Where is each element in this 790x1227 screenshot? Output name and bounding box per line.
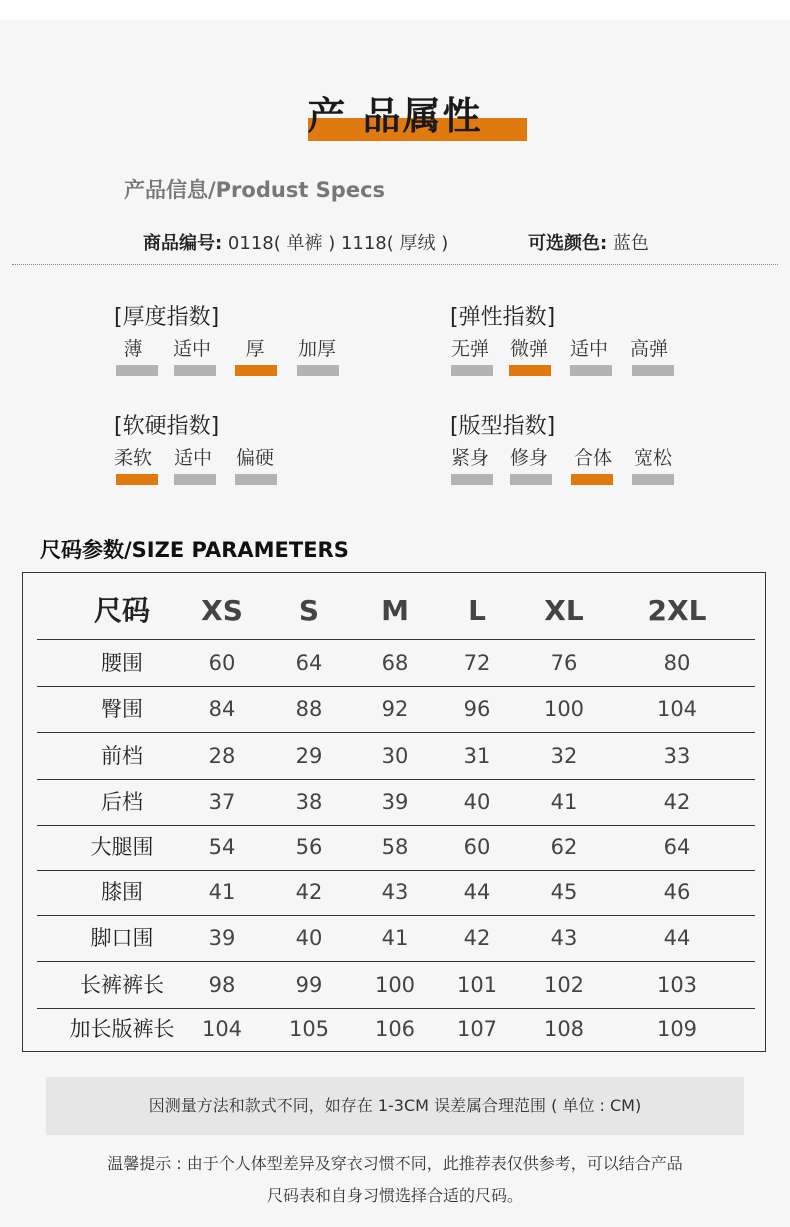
value-cell: 44	[463, 880, 491, 904]
tip-line-2: 尺码表和自身习惯选择合适的尺码。	[266, 1186, 523, 1205]
softness-index-title: [软硬指数]	[114, 414, 220, 439]
value-cell: 106	[374, 1017, 416, 1041]
value-cell: 64	[295, 651, 323, 675]
value-cell: 42	[463, 926, 491, 950]
value-cell: 41	[550, 790, 578, 814]
value-cell: 100	[374, 973, 416, 997]
elasticity-option-bar	[451, 365, 493, 376]
table-row	[37, 1007, 755, 1052]
row-label-cell: 膝围	[101, 880, 143, 904]
value-cell: 107	[456, 1017, 498, 1041]
value-cell: 42	[295, 880, 323, 904]
fit-option-bar	[451, 474, 493, 485]
value-cell: 100	[543, 697, 585, 721]
row-label-cell: 腰围	[101, 651, 143, 675]
header-size-cell: M	[381, 594, 409, 627]
value-cell: 44	[663, 926, 691, 950]
measurement-note-text: 因测量方法和款式不同，如存在 1-3CM 误差属合理范围 ( 单位 : CM)	[148, 1096, 642, 1115]
elasticity-option-bar	[632, 365, 674, 376]
fit-option-bar-selected	[571, 474, 613, 485]
tip-line-1: 温馨提示 : 由于个人体型差异及穿衣习惯不同，此推荐表仅供参考，可以结合产品	[107, 1154, 683, 1173]
value-cell: 99	[295, 973, 323, 997]
value-cell: 54	[208, 835, 236, 859]
header-size-cell: L	[468, 594, 486, 627]
value-cell: 64	[663, 835, 691, 859]
fit-option-label: 宽松	[633, 447, 672, 469]
value-cell: 43	[381, 880, 409, 904]
fit-option-bar	[632, 474, 674, 485]
value-cell: 37	[208, 790, 236, 814]
row-label-cell: 大腿围	[90, 835, 154, 859]
value-cell: 72	[463, 651, 491, 675]
value-cell: 30	[381, 744, 409, 768]
value-cell: 101	[456, 973, 498, 997]
value-cell: 32	[550, 744, 578, 768]
value-cell: 56	[295, 835, 323, 859]
value-cell: 31	[463, 744, 491, 768]
elasticity-index-title: [弹性指数]	[450, 305, 556, 330]
product-code	[143, 229, 448, 255]
value-cell: 108	[543, 1017, 585, 1041]
product-color-label: 可选颜色:	[528, 233, 608, 254]
table-row	[37, 870, 755, 916]
elasticity-option-label: 无弹	[450, 338, 489, 360]
size-table-header	[37, 583, 755, 640]
value-cell: 39	[208, 926, 236, 950]
product-code-label: 商品编号:	[143, 233, 223, 254]
value-cell: 41	[208, 880, 236, 904]
table-row	[37, 916, 755, 962]
thickness-option-label: 薄	[123, 338, 143, 360]
value-cell: 29	[295, 744, 323, 768]
elasticity-option-label: 适中	[569, 338, 608, 360]
value-cell: 102	[543, 973, 585, 997]
product-code-value: 0118( 单裤 ) 1118( 厚绒 )	[222, 233, 449, 254]
softness-option-bar	[174, 474, 216, 485]
value-cell: 38	[295, 790, 323, 814]
header-size-label: 尺码	[93, 594, 150, 627]
thickness-option-bar	[116, 365, 158, 376]
row-label-cell: 后档	[101, 790, 143, 814]
softness-option-label: 偏硬	[235, 447, 274, 469]
value-cell: 88	[295, 697, 323, 721]
thickness-option-bar-selected	[235, 365, 277, 376]
value-cell: 84	[208, 697, 236, 721]
row-label-cell: 前档	[101, 744, 143, 768]
value-cell: 60	[463, 835, 491, 859]
value-cell: 109	[656, 1017, 698, 1041]
measurement-note	[46, 1077, 744, 1135]
header-size-cell: XS	[201, 594, 243, 627]
value-cell: 28	[208, 744, 236, 768]
thickness-option-label: 加厚	[297, 338, 336, 360]
value-cell: 92	[381, 697, 409, 721]
thickness-option-bar	[174, 365, 216, 376]
fit-option-bar	[510, 474, 552, 485]
value-cell: 105	[288, 1017, 330, 1041]
thickness-option-label: 适中	[172, 338, 211, 360]
value-cell: 39	[381, 790, 409, 814]
value-cell: 104	[656, 697, 698, 721]
value-cell: 60	[208, 651, 236, 675]
value-cell: 40	[463, 790, 491, 814]
product-info-subtitle: 产品信息/Produst Specs	[124, 178, 386, 202]
size-heading: 尺码参数/SIZE PARAMETERS	[40, 538, 349, 562]
value-cell: 80	[663, 651, 691, 675]
fit-option-label: 合体	[573, 447, 612, 469]
fit-option-label: 紧身	[450, 447, 489, 469]
value-cell: 103	[656, 973, 698, 997]
value-cell: 58	[381, 835, 409, 859]
elasticity-option-label: 高弹	[629, 338, 668, 360]
softness-option-bar-selected	[116, 474, 158, 485]
value-cell: 76	[550, 651, 578, 675]
value-cell: 41	[381, 926, 409, 950]
row-label-cell: 长裤裤长	[80, 973, 164, 997]
table-row	[37, 825, 755, 871]
row-label-cell: 脚口围	[90, 926, 154, 950]
elasticity-option-bar-selected	[509, 365, 551, 376]
elasticity-option-label: 微弹	[509, 338, 548, 360]
header-size-cell: XL	[544, 594, 584, 627]
size-table	[22, 572, 766, 1052]
softness-option-bar	[235, 474, 277, 485]
table-row	[37, 780, 755, 826]
fit-option-label: 修身	[509, 447, 548, 469]
value-cell: 98	[208, 973, 236, 997]
value-cell: 62	[550, 835, 578, 859]
value-cell: 43	[550, 926, 578, 950]
page-title: 产 品属性	[307, 94, 483, 138]
softness-option-label: 适中	[173, 447, 212, 469]
value-cell: 68	[381, 651, 409, 675]
table-row	[37, 687, 755, 733]
value-cell: 33	[663, 744, 691, 768]
section-title	[0, 92, 790, 144]
row-label-cell: 加长版裤长	[69, 1017, 175, 1041]
thickness-index-title: [厚度指数]	[114, 305, 220, 330]
top-strip	[0, 0, 790, 20]
product-color	[528, 229, 649, 255]
value-cell: 104	[201, 1017, 243, 1041]
value-cell: 42	[663, 790, 691, 814]
value-cell: 40	[295, 926, 323, 950]
header-size-cell: 2XL	[647, 594, 707, 627]
row-label-cell: 臀围	[101, 697, 143, 721]
fit-index-title: [版型指数]	[450, 414, 556, 439]
header-size-cell: S	[298, 594, 320, 627]
value-cell: 45	[550, 880, 578, 904]
value-cell: 96	[463, 697, 491, 721]
elasticity-option-bar	[570, 365, 612, 376]
table-row	[37, 963, 755, 1009]
table-row	[37, 734, 755, 780]
value-cell: 46	[663, 880, 691, 904]
table-row	[37, 641, 755, 687]
softness-option-label: 柔软	[113, 447, 152, 469]
thickness-option-label: 厚	[245, 338, 265, 360]
product-color-value: 蓝色	[607, 233, 649, 254]
thickness-option-bar	[297, 365, 339, 376]
dotted-divider	[12, 264, 778, 265]
